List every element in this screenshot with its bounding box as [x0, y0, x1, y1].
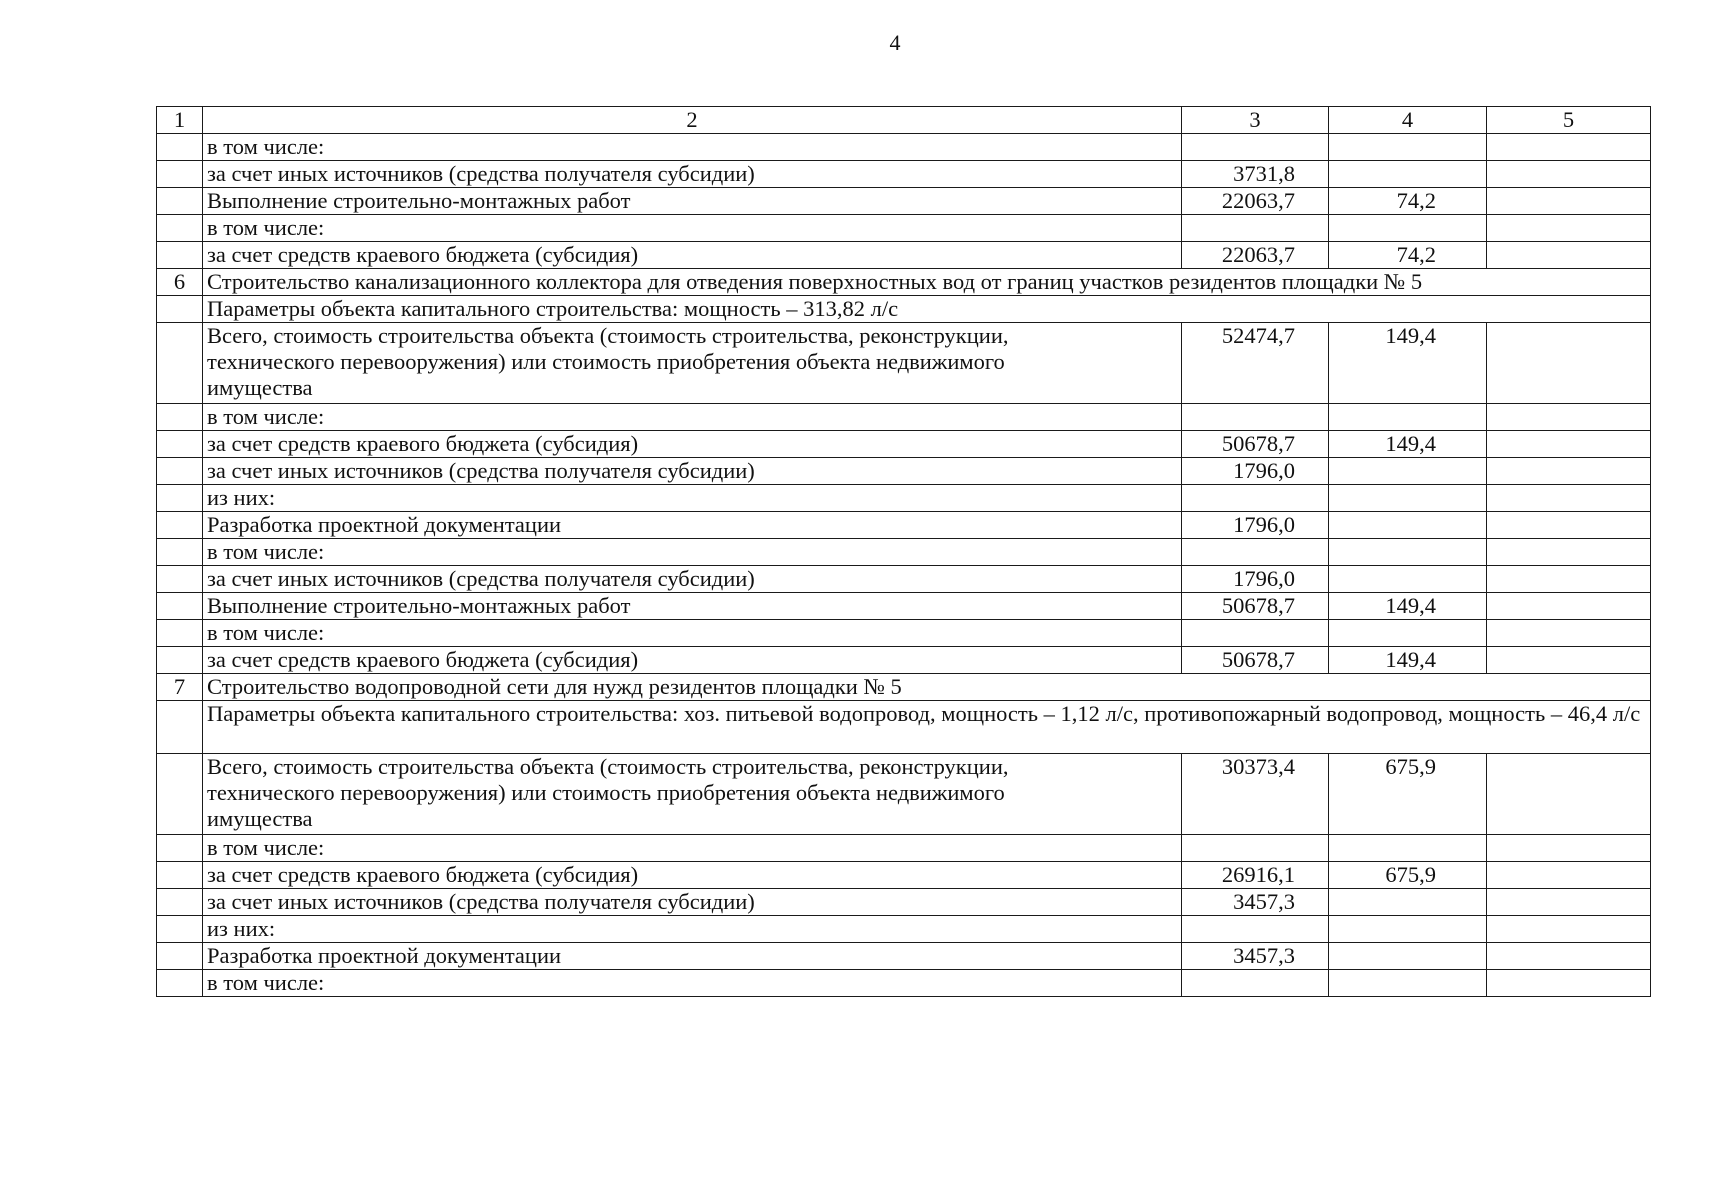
value-cell-col3: 3457,3 — [1182, 889, 1329, 916]
value-cell-col5 — [1487, 566, 1651, 593]
row-number-cell — [157, 188, 203, 215]
value-cell-col4 — [1329, 404, 1487, 431]
table-row — [157, 485, 1651, 512]
value-cell-col4 — [1329, 134, 1487, 161]
value-cell-col4: 675,9 — [1329, 862, 1487, 889]
row-number-cell — [157, 835, 203, 862]
table-row — [157, 943, 1651, 970]
row-number-cell — [157, 889, 203, 916]
value-cell-col5 — [1487, 134, 1651, 161]
table-row — [157, 242, 1651, 269]
row-number-cell — [157, 943, 203, 970]
value-cell-col3 — [1182, 134, 1329, 161]
row-label-cell: в том числе: — [203, 539, 1182, 566]
value-cell-col3 — [1182, 539, 1329, 566]
row-label-cell: Выполнение строительно-монтажных работ — [203, 593, 1182, 620]
row-label-cell: за счет иных источников (средства получателя субсидии) — [203, 889, 1182, 916]
row-label-cell — [203, 754, 1182, 835]
value-cell-col4: 149,4 — [1329, 647, 1487, 674]
value-cell-col5 — [1487, 970, 1651, 997]
value-cell-col5 — [1487, 404, 1651, 431]
value-cell-col4 — [1329, 970, 1487, 997]
row-label-cell: за счет иных источников (средства получателя субсидии) — [203, 161, 1182, 188]
row-number-cell — [157, 485, 203, 512]
value-cell-col4 — [1329, 215, 1487, 242]
row-label-cell: Разработка проектной документации — [203, 943, 1182, 970]
value-cell-col4: 149,4 — [1329, 431, 1487, 458]
row-number-cell — [157, 431, 203, 458]
table-row — [157, 620, 1651, 647]
value-cell-col3: 22063,7 — [1182, 188, 1329, 215]
table-row — [157, 647, 1651, 674]
row-number-cell — [157, 647, 203, 674]
value-cell-col5 — [1487, 485, 1651, 512]
value-cell-col5 — [1487, 512, 1651, 539]
row-number-cell — [157, 323, 203, 404]
value-cell-col3 — [1182, 404, 1329, 431]
header-cell: 3 — [1182, 107, 1329, 134]
row-number-cell — [157, 566, 203, 593]
value-cell-col3: 3731,8 — [1182, 161, 1329, 188]
value-cell-col3 — [1182, 215, 1329, 242]
row-number-cell — [157, 754, 203, 835]
value-cell-col5 — [1487, 188, 1651, 215]
table-row — [157, 512, 1651, 539]
table-row — [157, 323, 1651, 404]
row-label-cell: Строительство водопроводной сети для нужд резидентов площадки № 5 — [203, 674, 1651, 701]
value-cell-col5 — [1487, 754, 1651, 835]
row-label-cell: Параметры объекта капитального строительства: мощность – 313,82 л/с — [203, 296, 1651, 323]
row-label-cell: за счет иных источников (средства получателя субсидии) — [203, 458, 1182, 485]
value-cell-col5 — [1487, 242, 1651, 269]
value-cell-col3: 3457,3 — [1182, 943, 1329, 970]
row-label-text: Всего, стоимость строительства объекта (стоимость строительства, реконструкции, технического перевооружения) или стоимость приобретения объекта недвижимого имущества — [207, 323, 1009, 400]
row-label-cell: в том числе: — [203, 835, 1182, 862]
row-label-cell: Параметры объекта капитального строительства: хоз. питьевой водопровод, мощность – 1,12 л/с, противопожарный водопровод, мощность – 46,4 л/с — [203, 701, 1651, 754]
budget-table — [156, 106, 1651, 997]
value-cell-col4 — [1329, 889, 1487, 916]
row-number-cell — [157, 593, 203, 620]
value-cell-col3: 50678,7 — [1182, 431, 1329, 458]
value-cell-col3: 1796,0 — [1182, 512, 1329, 539]
table-row — [157, 161, 1651, 188]
table-row — [157, 539, 1651, 566]
value-cell-col4 — [1329, 916, 1487, 943]
value-cell-col4: 149,4 — [1329, 593, 1487, 620]
value-cell-col3: 50678,7 — [1182, 593, 1329, 620]
table-row — [157, 431, 1651, 458]
value-cell-col5 — [1487, 620, 1651, 647]
value-cell-col4 — [1329, 539, 1487, 566]
header-cell: 4 — [1329, 107, 1487, 134]
row-number-cell — [157, 862, 203, 889]
value-cell-col5 — [1487, 647, 1651, 674]
row-label-text: Всего, стоимость строительства объекта (стоимость строительства, реконструкции, технического перевооружения) или стоимость приобретения объекта недвижимого имущества — [207, 754, 1009, 831]
value-cell-col5 — [1487, 431, 1651, 458]
row-number-cell: 6 — [157, 269, 203, 296]
row-label-cell: Выполнение строительно-монтажных работ — [203, 188, 1182, 215]
row-label-cell: в том числе: — [203, 620, 1182, 647]
table-row — [157, 269, 1651, 296]
row-label-cell: в том числе: — [203, 404, 1182, 431]
table-row — [157, 296, 1651, 323]
value-cell-col3: 50678,7 — [1182, 647, 1329, 674]
row-label-cell: за счет средств краевого бюджета (субсидия) — [203, 862, 1182, 889]
value-cell-col3 — [1182, 620, 1329, 647]
value-cell-col5 — [1487, 593, 1651, 620]
value-cell-col5 — [1487, 458, 1651, 485]
table-row — [157, 134, 1651, 161]
value-cell-col5 — [1487, 889, 1651, 916]
value-cell-col3 — [1182, 970, 1329, 997]
value-cell-col5 — [1487, 161, 1651, 188]
row-number-cell — [157, 701, 203, 754]
value-cell-col3: 22063,7 — [1182, 242, 1329, 269]
row-number-cell — [157, 620, 203, 647]
value-cell-col3: 1796,0 — [1182, 566, 1329, 593]
table-row — [157, 916, 1651, 943]
value-cell-col3 — [1182, 835, 1329, 862]
row-label-cell: за счет средств краевого бюджета (субсидия) — [203, 647, 1182, 674]
row-label-cell: Разработка проектной документации — [203, 512, 1182, 539]
row-number-cell — [157, 404, 203, 431]
table-row — [157, 404, 1651, 431]
header-cell: 2 — [203, 107, 1182, 134]
row-label-cell: в том числе: — [203, 215, 1182, 242]
row-number-cell — [157, 916, 203, 943]
row-number-cell — [157, 970, 203, 997]
value-cell-col3 — [1182, 916, 1329, 943]
value-cell-col5 — [1487, 943, 1651, 970]
row-number-cell — [157, 242, 203, 269]
table-row — [157, 970, 1651, 997]
value-cell-col4: 675,9 — [1329, 754, 1487, 835]
table-header-row — [157, 107, 1651, 134]
value-cell-col4: 74,2 — [1329, 188, 1487, 215]
row-label-cell: в том числе: — [203, 134, 1182, 161]
row-label-cell — [203, 323, 1182, 404]
value-cell-col5 — [1487, 323, 1651, 404]
row-label-cell: из них: — [203, 916, 1182, 943]
table-row — [157, 593, 1651, 620]
table-row — [157, 754, 1651, 835]
row-number-cell — [157, 134, 203, 161]
value-cell-col4 — [1329, 458, 1487, 485]
value-cell-col5 — [1487, 835, 1651, 862]
value-cell-col5 — [1487, 215, 1651, 242]
row-number-cell — [157, 296, 203, 323]
table-row — [157, 674, 1651, 701]
table-row — [157, 701, 1651, 754]
value-cell-col4 — [1329, 485, 1487, 512]
value-cell-col4 — [1329, 620, 1487, 647]
row-number-cell — [157, 161, 203, 188]
value-cell-col3 — [1182, 485, 1329, 512]
value-cell-col4 — [1329, 566, 1487, 593]
value-cell-col4 — [1329, 835, 1487, 862]
value-cell-col4: 74,2 — [1329, 242, 1487, 269]
value-cell-col4 — [1329, 512, 1487, 539]
row-number-cell: 7 — [157, 674, 203, 701]
value-cell-col3: 52474,7 — [1182, 323, 1329, 404]
table-row — [157, 215, 1651, 242]
table-row — [157, 835, 1651, 862]
row-number-cell — [157, 512, 203, 539]
row-number-cell — [157, 458, 203, 485]
row-label-cell: за счет иных источников (средства получателя субсидии) — [203, 566, 1182, 593]
value-cell-col3: 26916,1 — [1182, 862, 1329, 889]
value-cell-col3: 1796,0 — [1182, 458, 1329, 485]
header-cell: 5 — [1487, 107, 1651, 134]
page-number: 4 — [889, 30, 901, 55]
value-cell-col5 — [1487, 916, 1651, 943]
value-cell-col5 — [1487, 862, 1651, 889]
header-cell: 1 — [157, 107, 203, 134]
value-cell-col4 — [1329, 161, 1487, 188]
value-cell-col5 — [1487, 539, 1651, 566]
row-label-cell: из них: — [203, 485, 1182, 512]
row-label-cell: за счет средств краевого бюджета (субсидия) — [203, 242, 1182, 269]
table-row — [157, 458, 1651, 485]
value-cell-col4 — [1329, 943, 1487, 970]
value-cell-col4: 149,4 — [1329, 323, 1487, 404]
row-label-cell: в том числе: — [203, 970, 1182, 997]
row-label-cell: Строительство канализационного коллектора для отведения поверхностных вод от границ участков резидентов площадки № 5 — [203, 269, 1651, 296]
row-number-cell — [157, 539, 203, 566]
table-row — [157, 188, 1651, 215]
table-row — [157, 862, 1651, 889]
table-row — [157, 889, 1651, 916]
row-number-cell — [157, 215, 203, 242]
table-row — [157, 566, 1651, 593]
row-label-cell: за счет средств краевого бюджета (субсидия) — [203, 431, 1182, 458]
value-cell-col3: 30373,4 — [1182, 754, 1329, 835]
